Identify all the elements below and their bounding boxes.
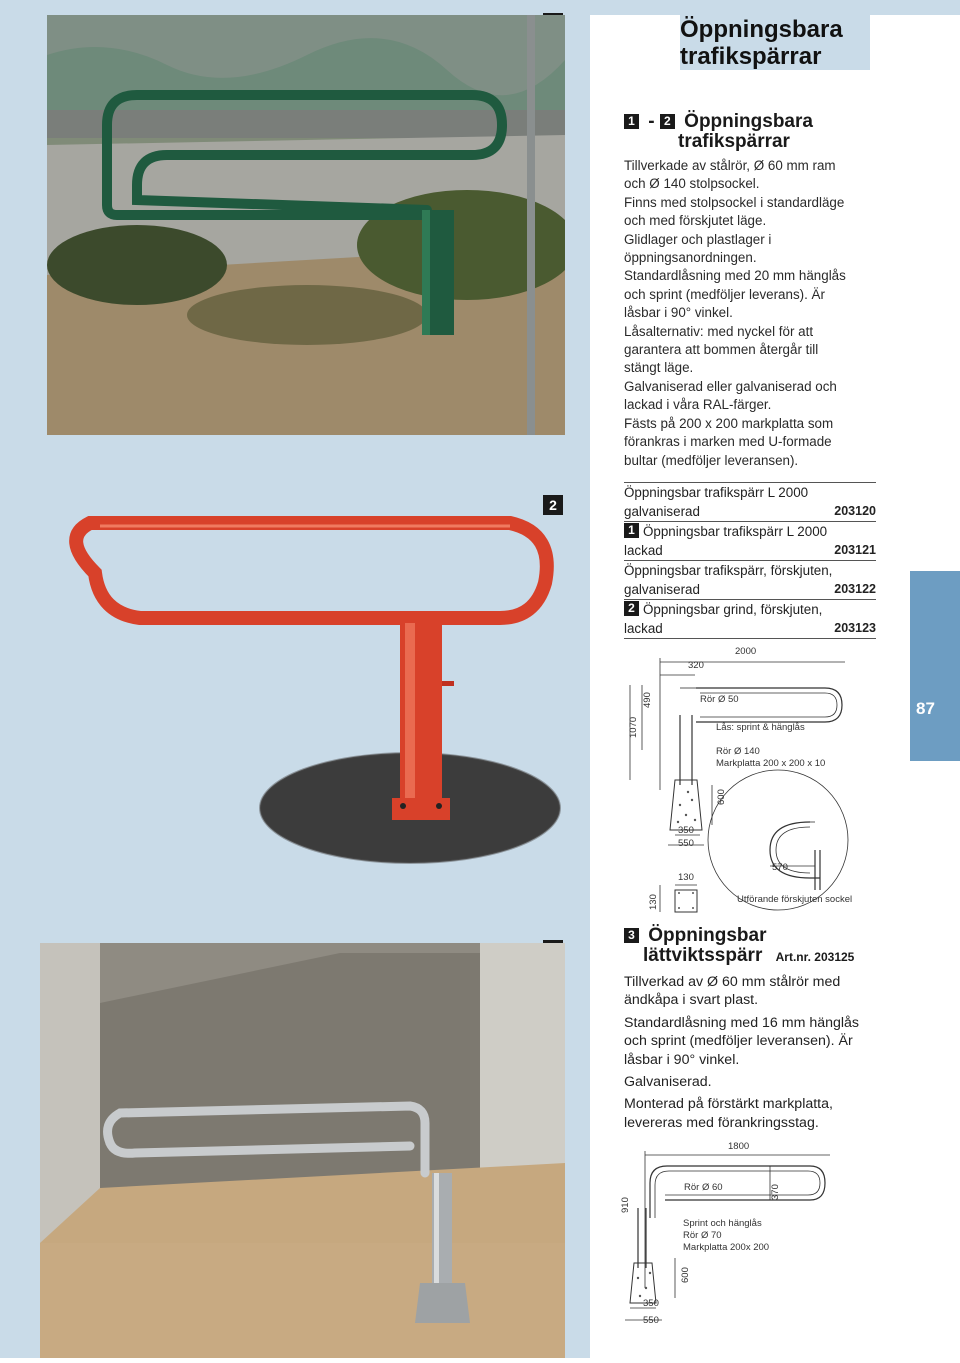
photo-galvanized-barrier bbox=[40, 943, 565, 1358]
dim-350-b: 350 bbox=[643, 1298, 659, 1309]
product-row bbox=[624, 483, 876, 522]
label-markplatta: Markplatta 200 x 200 x 10 bbox=[716, 758, 826, 769]
badge-1: 1 bbox=[624, 114, 639, 129]
body-paragraph: Standardlåsning med 16 mm hänglås och sprint (medföljer leveransen). Är låsbar i 90° vinkel. bbox=[624, 1014, 860, 1068]
body-line: Finns med stolpsockel i standardläge bbox=[624, 194, 845, 210]
page-title bbox=[680, 16, 843, 70]
body-line: lackad i våra RAL-färger. bbox=[624, 397, 772, 413]
section3 bbox=[624, 926, 874, 1136]
product-list bbox=[624, 482, 876, 639]
dim-2000: 2000 bbox=[735, 646, 757, 657]
dim-550: 550 bbox=[678, 838, 694, 849]
page-number: 87 bbox=[916, 699, 935, 718]
body-line: Tillverkade av stålrör, Ø 60 mm ram bbox=[624, 158, 836, 173]
label-sprint: Sprint och hänglås bbox=[683, 1218, 762, 1229]
badge-2: 2 bbox=[660, 114, 675, 129]
title-line1: Öppningsbara bbox=[680, 16, 843, 43]
label-utforande: Utförande förskjuten sockel bbox=[737, 894, 853, 905]
body-line: och Ø 140 stolpsockel. bbox=[624, 176, 760, 192]
product-row bbox=[624, 600, 876, 639]
body-line: stängt läge. bbox=[624, 360, 694, 376]
body-line: förankras i marken med U-formade bbox=[624, 434, 832, 450]
product-name: Öppningsbar trafikspärr, förskjuten, bbox=[624, 563, 833, 578]
section1-body bbox=[624, 157, 874, 470]
product-code: 203123 bbox=[834, 621, 876, 635]
product-row bbox=[624, 522, 876, 561]
section3-heading bbox=[624, 926, 874, 967]
section1-heading bbox=[624, 112, 874, 152]
section3-heading-line2: lättviktsspärr bbox=[643, 945, 763, 966]
photo-marker-2: 2 bbox=[543, 495, 563, 515]
section3-heading-line1: Öppningsbar bbox=[648, 925, 767, 946]
body-line: Glidlager och plastlager i bbox=[624, 231, 772, 247]
body-line: och sprint (medföljer leverans). Är bbox=[624, 286, 825, 302]
label-ror70: Rör Ø 70 bbox=[683, 1230, 722, 1241]
badge-3: 3 bbox=[624, 928, 639, 943]
body-line: bultar (medföljer leveransen). bbox=[624, 452, 799, 468]
page-tab bbox=[910, 571, 960, 761]
section1-heading-line1: Öppningsbara bbox=[684, 111, 813, 132]
product-badge: 1 bbox=[624, 523, 639, 538]
title-line2: trafikspärrar bbox=[680, 43, 822, 70]
top-band bbox=[0, 0, 960, 15]
product-variant: lackad bbox=[624, 621, 663, 636]
dim-910: 910 bbox=[620, 1197, 631, 1213]
body-line: Låsalternativ: med nyckel för att bbox=[624, 323, 814, 339]
body-line: garantera att bommen återgår till bbox=[624, 342, 819, 358]
body-line: låsbar i 90° vinkel. bbox=[624, 305, 733, 321]
product-variant: galvaniserad bbox=[624, 504, 700, 519]
dim-350: 350 bbox=[678, 825, 694, 836]
photo-green-barrier bbox=[47, 15, 565, 435]
label-ror50: Rör Ø 50 bbox=[700, 694, 739, 705]
body-paragraph: Tillverkad av Ø 60 mm stålrör med ändkåpa i svart plast. bbox=[624, 974, 841, 1009]
product-row bbox=[624, 561, 876, 600]
product-code: 203122 bbox=[834, 582, 876, 596]
body-line: Fästs på 200 x 200 markplatta som bbox=[624, 415, 834, 431]
dim-600: 600 bbox=[716, 789, 727, 805]
label-ror60: Rör Ø 60 bbox=[684, 1182, 723, 1193]
technical-drawing-2 bbox=[610, 1138, 840, 1353]
label-ror140: Rör Ø 140 bbox=[716, 746, 760, 757]
dim-490: 490 bbox=[642, 692, 653, 708]
dim-130-side: 130 bbox=[648, 894, 659, 910]
product-code: 203121 bbox=[834, 543, 876, 557]
section1 bbox=[624, 112, 874, 470]
product-badge: 2 bbox=[624, 601, 639, 616]
body-line: öppningsanordningen. bbox=[624, 250, 757, 266]
product-variant: lackad bbox=[624, 543, 663, 558]
body-paragraph: Galvaniserad. bbox=[624, 1074, 712, 1091]
dim-570: 570 bbox=[772, 862, 788, 873]
product-name: Öppningsbar trafikspärr L 2000 bbox=[643, 524, 828, 539]
section3-body bbox=[624, 973, 874, 1132]
label-las: Lås: sprint & hänglås bbox=[716, 722, 805, 733]
dim-1800: 1800 bbox=[728, 1141, 750, 1152]
dim-600-b: 600 bbox=[680, 1267, 691, 1283]
body-line: och med förskjutet läge. bbox=[624, 213, 767, 229]
body-line: Galvaniserad eller galvaniserad och bbox=[624, 378, 837, 394]
dim-320: 320 bbox=[688, 660, 704, 671]
dim-130-top: 130 bbox=[678, 872, 694, 883]
body-paragraph: Monterad på förstärkt markplatta, levereras med förankringsstag. bbox=[624, 1096, 833, 1131]
product-name: Öppningsbar grind, förskjuten, bbox=[643, 602, 823, 617]
body-line: Standardlåsning med 20 mm hänglås bbox=[624, 268, 846, 284]
dim-1070: 1070 bbox=[628, 716, 639, 738]
dim-550-b: 550 bbox=[643, 1315, 659, 1326]
article-number: Art.nr. 203125 bbox=[775, 950, 855, 964]
label-markplatta2: Markplatta 200x 200 bbox=[683, 1242, 770, 1253]
section1-heading-line2: trafikspärrar bbox=[678, 131, 790, 152]
photo-red-barrier bbox=[40, 508, 565, 868]
product-code: 203120 bbox=[834, 504, 876, 518]
product-variant: galvaniserad bbox=[624, 582, 700, 597]
heading-dash: - bbox=[648, 111, 655, 132]
technical-drawing-1 bbox=[620, 640, 890, 915]
product-name: Öppningsbar trafikspärr L 2000 bbox=[624, 485, 809, 500]
dim-370: 370 bbox=[770, 1184, 781, 1200]
